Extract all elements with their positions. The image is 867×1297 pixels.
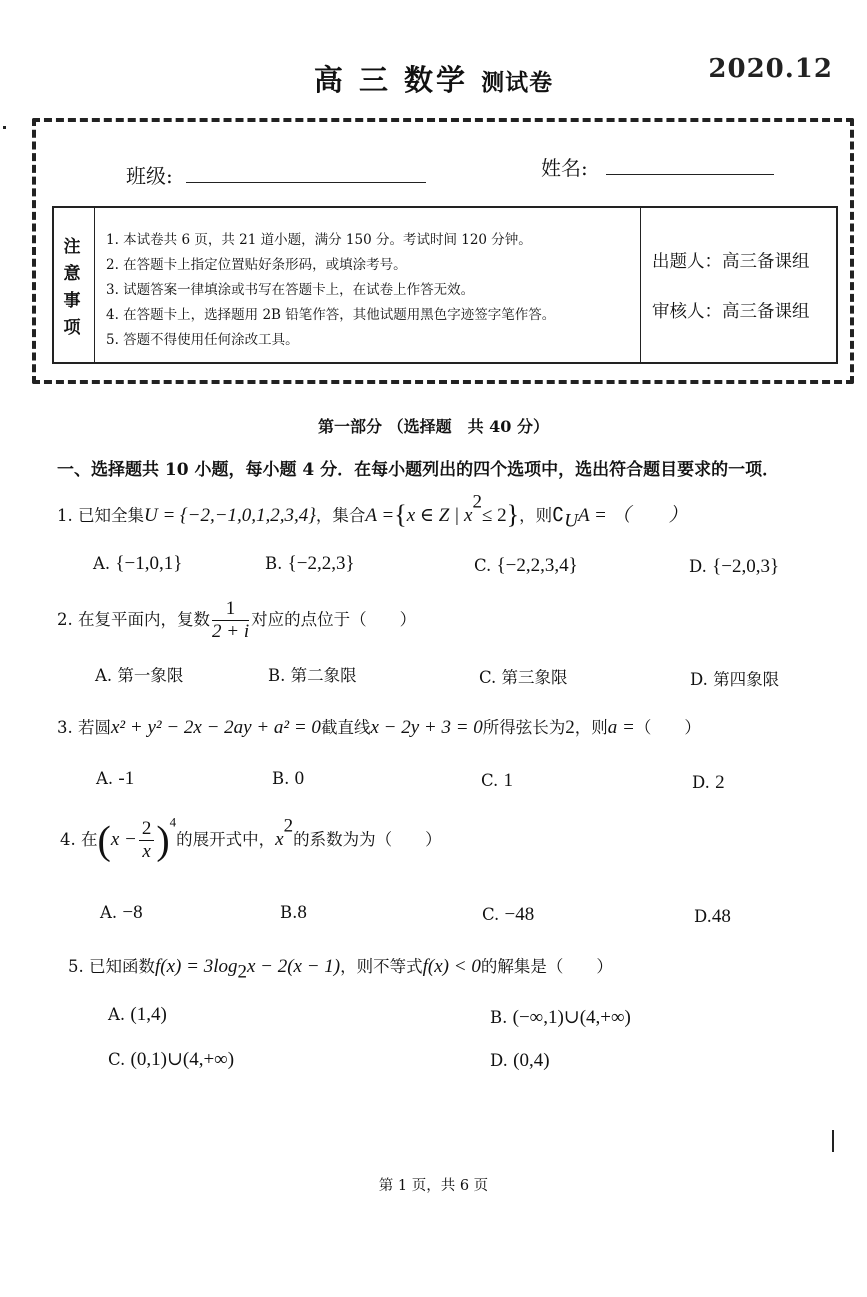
q3-option-a[interactable]: A. -1 bbox=[96, 768, 135, 789]
q1-complement: ∁ bbox=[552, 505, 565, 526]
notice-item-4: 4. 在答题卡上，选择题用 2B 铅笔作答，其他试题用黑色字迹签字笔作答。 bbox=[106, 307, 556, 323]
q4-number: 4. bbox=[60, 829, 76, 849]
title-main: 高 三 数学 bbox=[313, 63, 469, 97]
q1-set-a-lhs: A = bbox=[365, 505, 395, 526]
author-label: 出题人：高三备课组 bbox=[652, 252, 810, 272]
q4-text-b: 的展开式中， bbox=[176, 829, 276, 849]
q4-option-b[interactable]: B.8 bbox=[280, 902, 307, 923]
page-footer: 第 1 页，共 6 页 bbox=[378, 1178, 489, 1194]
notice-divider-right bbox=[640, 208, 641, 362]
q1-number: 1. bbox=[57, 506, 73, 525]
q1-set-a-body: x ∈ Z | x bbox=[406, 505, 473, 526]
q4-exponent: 4 bbox=[169, 814, 177, 830]
q4-fraction: $\frac{2}{x}$ bbox=[139, 818, 155, 863]
q1-set-u: U = {−2,−1,0,1,2,3,4} bbox=[144, 505, 316, 526]
q5-option-a[interactable]: A. (1,4) bbox=[108, 1004, 167, 1025]
q2-number: 2. bbox=[57, 609, 73, 629]
q1-option-c[interactable]: C. {−2,2,3,4} bbox=[474, 555, 578, 576]
q3-option-c[interactable]: C. 1 bbox=[481, 770, 514, 791]
q5-ineq: f(x) < 0 bbox=[422, 956, 481, 977]
q4-option-d[interactable]: D.48 bbox=[694, 906, 731, 927]
q3-option-b[interactable]: B. 0 bbox=[272, 768, 305, 789]
q2-fraction: $\frac{1}{2 + i}$ bbox=[212, 598, 250, 642]
notice-divider-left bbox=[94, 208, 95, 362]
q1-text-d: A = （ ） bbox=[577, 505, 688, 526]
class-field[interactable] bbox=[186, 182, 426, 183]
q5-text-a: 已知函数 bbox=[89, 957, 155, 976]
scan-dot bbox=[3, 126, 6, 129]
name-field[interactable] bbox=[606, 174, 774, 175]
question-5 bbox=[68, 953, 613, 983]
q1-set-a-tail: ≤ 2 bbox=[481, 505, 507, 526]
notice-table bbox=[52, 206, 838, 364]
q1-text-c: ，则 bbox=[519, 506, 553, 525]
q5-text-c: 的解集是（ ） bbox=[480, 957, 613, 976]
q1-option-a[interactable]: A. {−1,0,1} bbox=[93, 553, 183, 574]
q4-term-exp: 2 bbox=[283, 815, 294, 837]
q3-line-eq: x − 2y + 3 = 0 bbox=[370, 717, 483, 738]
notice-item-1: 1. 本试卷共 6 页，共 21 道小题，满分 150 分。考试时间 120 分钟。 bbox=[106, 232, 532, 248]
q5-text-b: ，则不等式 bbox=[340, 957, 423, 976]
q2-option-c[interactable]: C. 第三象限 bbox=[479, 668, 568, 687]
q3-circle-eq: x² + y² − 2x − 2ay + a² = 0 bbox=[111, 717, 321, 738]
q3-text-e: （ ） bbox=[634, 718, 701, 737]
q3-chord: 2 bbox=[565, 717, 575, 738]
name-label: 姓名: bbox=[541, 156, 588, 180]
q2-text-b: 对应的点位于（ ） bbox=[251, 609, 417, 629]
q4-text-a: 在 bbox=[81, 829, 98, 849]
q5-option-d[interactable]: D. (0,4) bbox=[490, 1050, 550, 1071]
q4-term: x bbox=[275, 828, 284, 850]
q1-option-d[interactable]: D. {−2,0,3} bbox=[689, 556, 780, 577]
date-fragment: 2020.12 bbox=[708, 54, 833, 84]
title-sub: 测试卷 bbox=[481, 69, 554, 96]
q1-text-b: ，集合 bbox=[315, 506, 366, 525]
q3-text-a: 若圆 bbox=[78, 718, 111, 737]
q5-option-b[interactable]: B. (−∞,1)∪(4,+∞) bbox=[490, 1007, 631, 1028]
question-1: 1. 已知全集U = {−2,−1,0,1,2,3,4}，集合A ={x ∈ Z | $x^2\le 2$}，则$∁_UA$ = （ ） bbox=[57, 491, 688, 532]
q2-option-a[interactable]: A. 第一象限 bbox=[95, 666, 184, 685]
question-2 bbox=[57, 598, 416, 643]
q4-option-a[interactable]: A. −8 bbox=[100, 902, 143, 923]
q3-text-b: 截直线 bbox=[320, 718, 371, 737]
section-heading: 一、选择题共 10 小题，每小题 4 分．在每小题列出的四个选项中，选出符合题目要求的一项． bbox=[57, 460, 780, 480]
scan-mark bbox=[832, 1130, 834, 1152]
notice-item-3: 3. 试题答案一律填涂或书写在答题卡上，在试卷上作答无效。 bbox=[106, 282, 475, 298]
q5-option-c[interactable]: C. (0,1)∪(4,+∞) bbox=[108, 1049, 235, 1070]
reviewer-label: 审核人：高三备课组 bbox=[652, 302, 810, 322]
question-4: 4. 在(x − $\frac{2}{x}$ )$^4$的展开式中，$x^2$的系数为为（ ） bbox=[60, 814, 442, 863]
q1-text-a: 已知全集 bbox=[78, 506, 144, 525]
q2-text-a: 在复平面内，复数 bbox=[78, 609, 210, 629]
notice-item-2: 2. 在答题卡上指定位置贴好条形码，或填涂考号。 bbox=[106, 257, 407, 273]
q5-func-base: 2 bbox=[237, 961, 247, 983]
q5-number: 5. bbox=[68, 957, 84, 976]
q4-option-c[interactable]: C. −48 bbox=[482, 904, 535, 925]
notice-heading: 注意事项 bbox=[63, 237, 81, 338]
q2-option-b[interactable]: B. 第二象限 bbox=[268, 666, 357, 685]
q3-text-c: 所得弦长为 bbox=[482, 718, 566, 737]
q3-ask: a = bbox=[607, 717, 635, 738]
q3-number: 3. bbox=[57, 718, 73, 737]
class-label: 班级: bbox=[126, 164, 173, 188]
q5-func: f(x) = 3log bbox=[155, 956, 238, 977]
notice-item-5: 5. 答题不得使用任何涂改工具。 bbox=[106, 332, 299, 348]
part-title: 第一部分 （选择题 共 40 分） bbox=[318, 417, 549, 436]
q2-option-d[interactable]: D. 第四象限 bbox=[690, 670, 780, 689]
q1-option-b[interactable]: B. {−2,2,3} bbox=[265, 553, 355, 574]
q4-text-c: 的系数为为（ ） bbox=[293, 829, 442, 849]
question-3 bbox=[57, 714, 701, 739]
q5-func-tail: x − 2(x − 1) bbox=[246, 956, 341, 977]
q3-option-d[interactable]: D. 2 bbox=[692, 772, 725, 793]
q4-binom-x: x − bbox=[110, 828, 137, 850]
q3-text-d: ，则 bbox=[574, 718, 608, 737]
